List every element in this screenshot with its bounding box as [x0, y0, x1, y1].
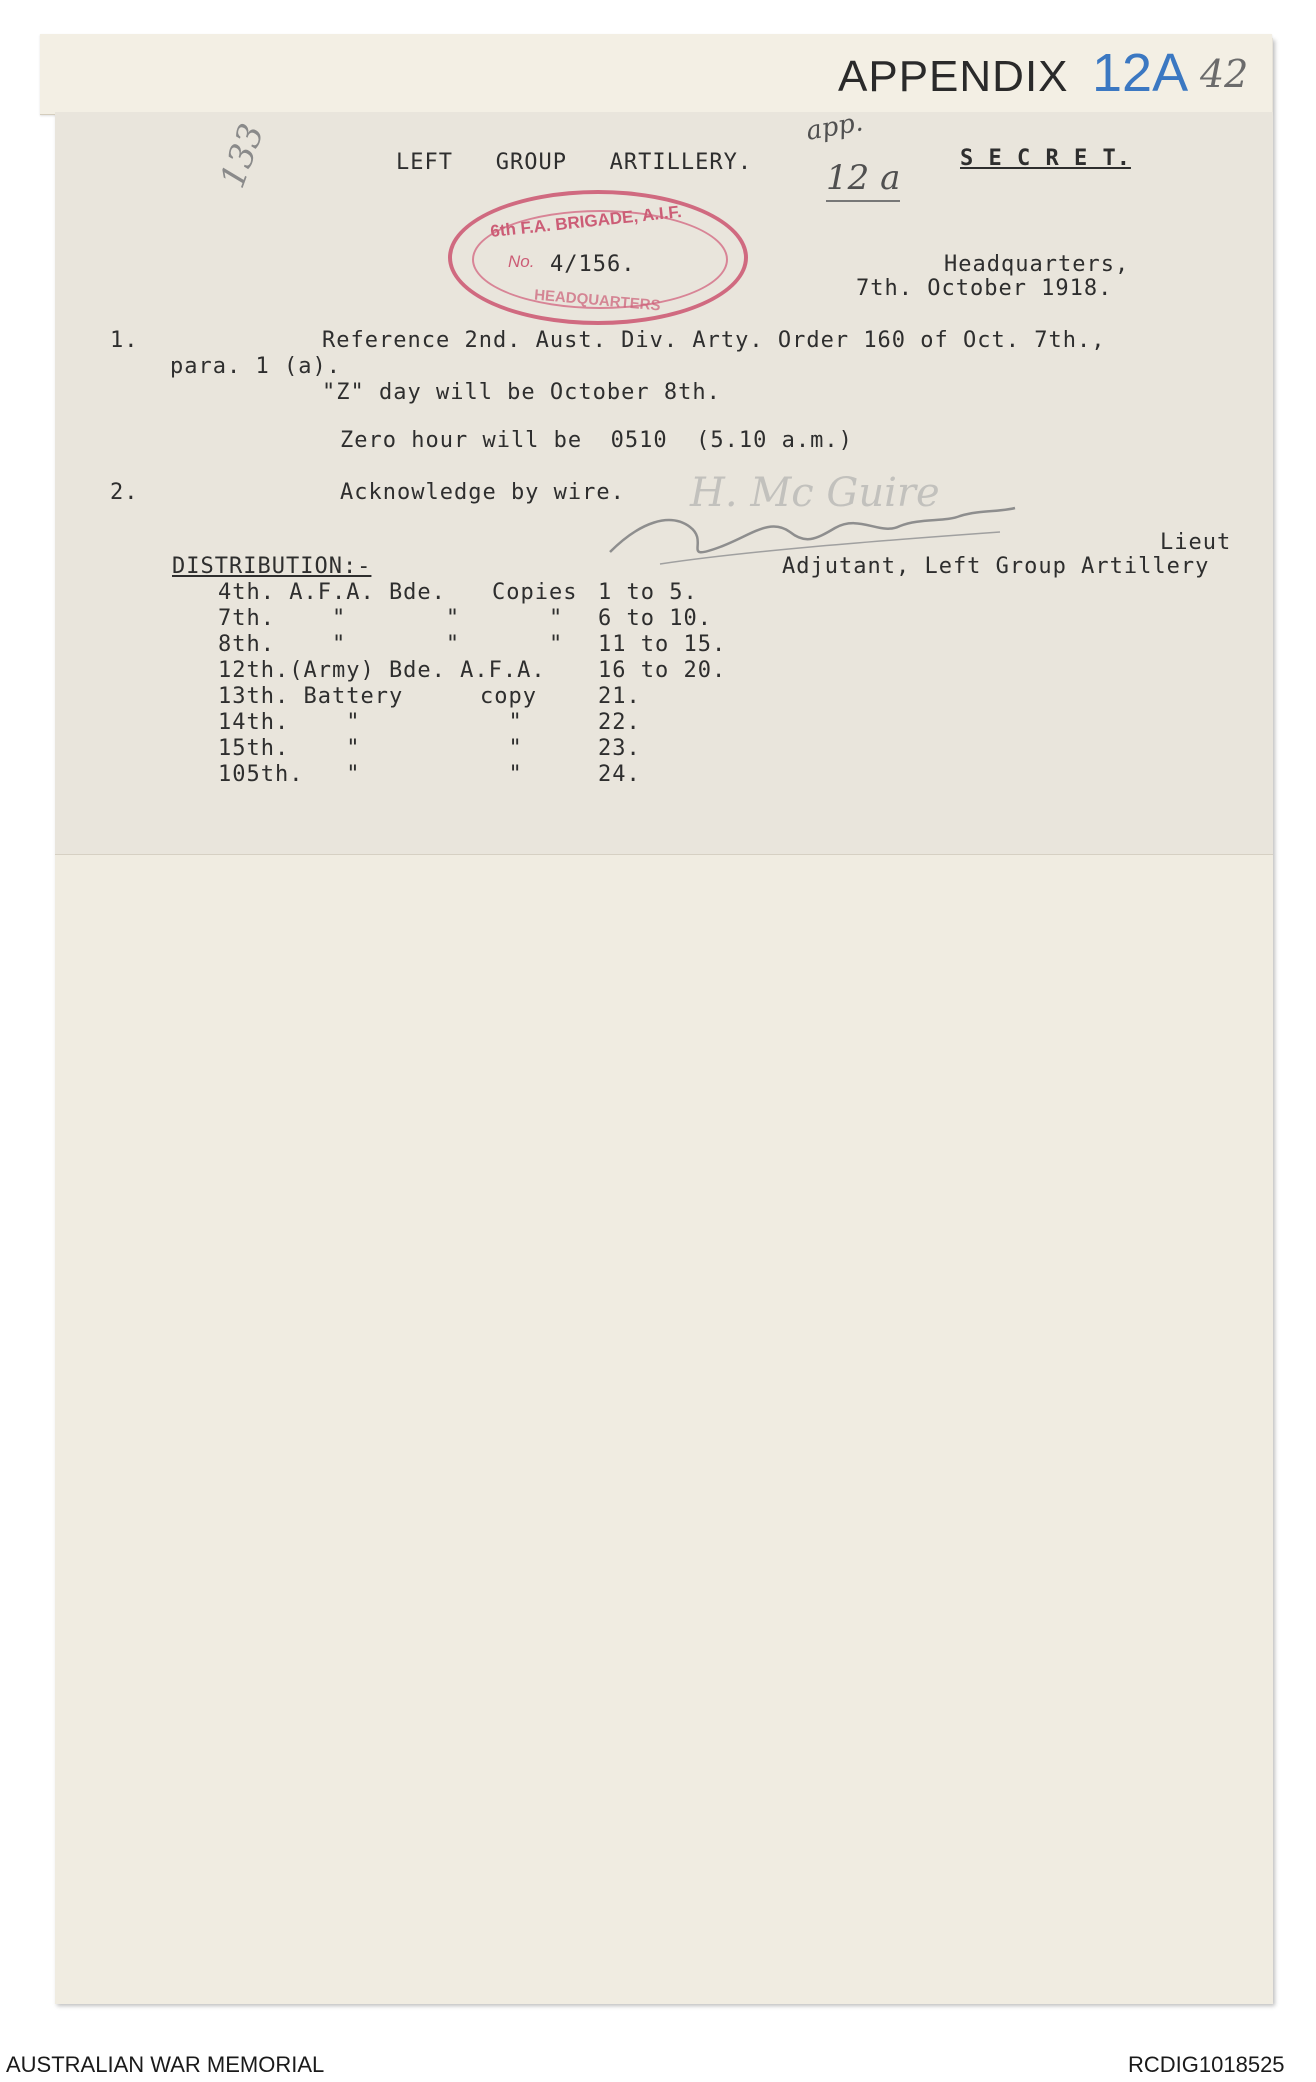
stamp-bottom-text: HEADQUARTERS: [533, 286, 662, 315]
distribution-range: 16 to 20.: [598, 658, 727, 683]
headquarters-label: Headquarters,: [944, 252, 1130, 277]
signature-name: H. Mc Guire: [690, 470, 940, 516]
margin-number: 133: [212, 118, 273, 194]
para1-line2: para. 1 (a).: [170, 354, 341, 379]
distribution-kind: ": [480, 762, 523, 787]
distribution-range: 21.: [598, 684, 641, 709]
distribution-range: 24.: [598, 762, 641, 787]
distribution-kind: ": [480, 736, 523, 761]
distribution-unit: 12th.(Army) Bde. A.F.A.: [218, 658, 546, 683]
folded-top-strip: [40, 34, 1272, 115]
distribution-unit: 105th. ": [218, 762, 361, 787]
distribution-kind: copy: [480, 684, 537, 709]
distribution-range: 6 to 10.: [598, 606, 712, 631]
signatory-role: Adjutant, Left Group Artillery: [782, 554, 1210, 579]
distribution-unit: 8th. " ": [218, 632, 461, 657]
distribution-range: 23.: [598, 736, 641, 761]
document-title: LEFT GROUP ARTILLERY.: [396, 150, 753, 175]
distribution-unit: 13th. Battery: [218, 684, 404, 709]
footer-id: RCDIG1018525: [1128, 2052, 1285, 2077]
distribution-kind: ": [492, 606, 564, 631]
distribution-unit: 7th. " ": [218, 606, 461, 631]
signatory-rank: Lieut: [1160, 530, 1232, 555]
appendix-number: 12A: [1092, 43, 1189, 103]
distribution-range: 1 to 5.: [598, 580, 698, 605]
page-number: 42: [1200, 52, 1249, 96]
para1-line1: Reference 2nd. Aust. Div. Arty. Order 160 of Oct. 7th.,: [322, 328, 1106, 353]
document-date: 7th. October 1918.: [856, 276, 1113, 301]
reference-number: 4/156.: [550, 252, 636, 277]
para2-line1: Acknowledge by wire.: [340, 480, 625, 505]
distribution-unit: 4th. A.F.A. Bde.: [218, 580, 446, 605]
distribution-kind: Copies: [492, 580, 578, 605]
para1-number: 1.: [110, 328, 139, 353]
distribution-unit: 14th. ": [218, 710, 361, 735]
distribution-unit: 15th. ": [218, 736, 361, 761]
stamp-no-label: No.: [508, 252, 535, 271]
footer-source: AUSTRALIAN WAR MEMORIAL: [6, 2052, 325, 2077]
stamp-top-text: 6th F.A. BRIGADE, A.I.F.: [489, 202, 683, 241]
para1-line3: "Z" day will be October 8th.: [322, 380, 721, 405]
annotation-12a: 12 a: [826, 158, 900, 202]
distribution-kind: ": [492, 632, 564, 657]
distribution-heading: DISTRIBUTION:-: [172, 554, 372, 579]
distribution-kind: ": [480, 710, 523, 735]
appendix-label: APPENDIX: [838, 52, 1069, 101]
para1-line4: Zero hour will be 0510 (5.10 a.m.): [340, 428, 853, 453]
para2-number: 2.: [110, 480, 139, 505]
classification: S E C R E T.: [960, 146, 1131, 171]
distribution-range: 22.: [598, 710, 641, 735]
annotation-app: app.: [803, 107, 866, 147]
distribution-range: 11 to 15.: [598, 632, 727, 657]
